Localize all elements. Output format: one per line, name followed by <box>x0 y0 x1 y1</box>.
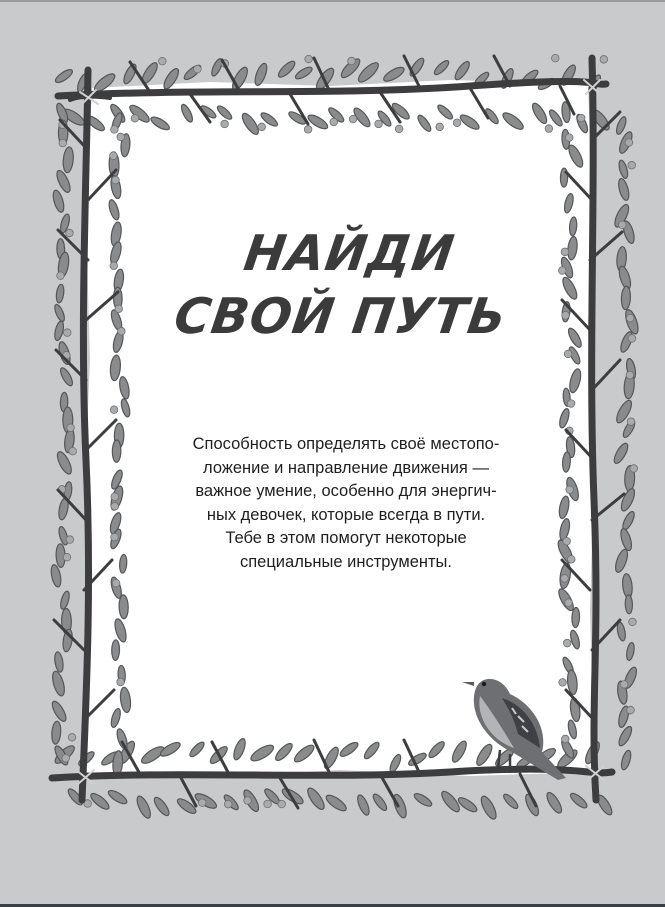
leaf-icon <box>59 590 71 610</box>
berry-icon <box>66 536 74 544</box>
leaf-icon <box>617 159 629 179</box>
leaf-icon <box>58 366 74 387</box>
leaf-icon <box>134 794 153 820</box>
berry-icon <box>159 57 167 65</box>
berry-icon <box>630 465 638 473</box>
leaf-icon <box>121 62 138 85</box>
leaf-icon <box>619 527 634 551</box>
leaf-icon <box>502 792 520 810</box>
berry-icon <box>59 139 67 147</box>
leaf-icon <box>355 794 371 817</box>
berry-icon <box>110 152 118 160</box>
leaf-icon <box>453 59 472 81</box>
leaf-icon <box>625 642 635 661</box>
berry-icon <box>561 248 569 256</box>
berry-icon <box>395 125 403 133</box>
berry-icon <box>627 706 635 714</box>
leaf-icon <box>51 189 66 213</box>
berry-icon <box>258 123 266 131</box>
berry-icon <box>562 735 570 743</box>
leaf-icon <box>615 116 628 136</box>
body-line-5: Тебе в этом помогут некоторые <box>225 529 467 547</box>
leaf-icon <box>305 786 327 812</box>
berry-icon <box>117 133 125 141</box>
leaf-icon <box>294 65 314 81</box>
berry-icon <box>111 126 119 134</box>
title-line-2: СВОЙ ПУТЬ <box>170 288 511 345</box>
leaf-icon <box>617 178 631 202</box>
leaf-icon <box>478 794 498 821</box>
leaf-icon <box>50 670 66 697</box>
leaf-icon <box>53 320 65 341</box>
berry-icon <box>577 114 585 122</box>
berry-icon <box>620 681 628 689</box>
berry-icon <box>110 262 118 270</box>
berry-icon <box>559 679 567 687</box>
berry-icon <box>568 556 576 564</box>
berry-icon <box>305 55 313 63</box>
berry-icon <box>115 305 123 313</box>
leaf-icon <box>253 62 269 87</box>
leaf-icon <box>119 595 129 619</box>
berry-icon <box>111 533 119 541</box>
intro-paragraph <box>160 433 532 574</box>
body-line-3: важное умение, особенно для энергич- <box>195 482 497 500</box>
leaf-icon <box>62 146 74 173</box>
leaf-icon <box>54 67 75 85</box>
berry-icon <box>69 447 77 455</box>
berry-icon <box>564 350 572 358</box>
leaf-icon <box>371 792 389 812</box>
berry-icon <box>558 267 566 275</box>
leaf-icon <box>106 788 128 806</box>
body-line-1: Способность определять своё местопо- <box>192 435 500 453</box>
leaf-icon <box>55 284 65 304</box>
berry-icon <box>453 119 461 127</box>
berry-icon <box>627 418 635 426</box>
white-panel <box>84 80 594 778</box>
leaf-icon <box>112 440 121 462</box>
berry-icon <box>66 229 74 237</box>
berry-icon <box>194 65 202 73</box>
leaf-icon <box>111 640 119 661</box>
berry-icon <box>628 161 636 169</box>
leaf-icon <box>51 721 61 745</box>
berry-icon <box>68 733 76 741</box>
berry-icon <box>618 221 626 229</box>
berry-icon <box>221 120 229 128</box>
leaf-icon <box>619 487 637 513</box>
berry-icon <box>626 314 634 322</box>
berry-icon <box>118 327 126 335</box>
leaf-icon <box>412 791 433 808</box>
berry-icon <box>562 312 570 320</box>
leaf-icon <box>613 548 630 574</box>
berry-icon <box>112 176 120 184</box>
berry-icon <box>375 120 383 128</box>
berry-icon <box>304 126 312 134</box>
leaf-icon <box>50 699 69 723</box>
body-line-6: специальные инструменты. <box>240 552 452 571</box>
leaf-icon <box>54 651 65 672</box>
berry-icon <box>57 272 65 280</box>
leaf-icon <box>617 725 634 748</box>
berry-icon <box>63 553 71 561</box>
berry-icon <box>330 118 338 126</box>
berry-icon <box>67 424 75 432</box>
title-line-1: НАЙДИ <box>240 225 459 282</box>
berry-icon <box>224 800 232 808</box>
berry-icon <box>628 335 636 343</box>
berry-icon <box>349 115 357 123</box>
berry-icon <box>600 56 608 64</box>
leaf-icon <box>544 790 564 815</box>
berry-icon <box>63 329 71 337</box>
berry-icon <box>110 406 118 414</box>
berry-icon <box>551 54 559 62</box>
berry-icon <box>561 575 569 583</box>
berry-icon <box>111 493 119 501</box>
berry-icon <box>625 139 633 147</box>
berry-icon <box>278 800 286 808</box>
berry-icon <box>111 502 119 510</box>
body-line-2: ложение и направление движения — <box>203 458 489 477</box>
leaf-icon <box>53 303 66 322</box>
berry-icon <box>566 486 574 494</box>
berry-icon <box>264 800 272 808</box>
berry-icon <box>348 57 356 65</box>
body-line-4: ных девочек, которые всегда в пути. <box>206 505 486 524</box>
leaf-icon <box>620 749 633 770</box>
berry-icon <box>563 537 571 545</box>
page-title <box>141 222 549 348</box>
berry-icon <box>117 678 125 686</box>
berry-icon <box>565 134 573 142</box>
leaf-icon <box>612 441 631 465</box>
berry-icon <box>565 599 573 607</box>
leaf-icon <box>571 607 579 627</box>
leaf-icon <box>432 59 450 77</box>
berry-icon <box>563 639 571 647</box>
leaf-icon <box>621 286 631 310</box>
leaf-icon <box>625 595 633 614</box>
berry-icon <box>131 114 139 122</box>
leaf-icon <box>324 793 349 814</box>
leaf-icon <box>382 65 406 84</box>
berry-icon <box>629 618 637 626</box>
leaf-icon <box>456 795 479 814</box>
berry-icon <box>436 123 444 131</box>
berry-icon <box>244 797 252 805</box>
berry-icon <box>62 754 70 762</box>
leaf-icon <box>89 791 112 812</box>
leaf-icon <box>276 59 297 80</box>
leaf-icon <box>568 791 589 810</box>
berry-icon <box>545 125 553 133</box>
berry-icon <box>626 371 634 379</box>
berry-icon <box>198 799 206 807</box>
berry-icon <box>567 400 575 408</box>
berry-icon <box>112 579 120 587</box>
leaf-icon <box>152 795 172 817</box>
